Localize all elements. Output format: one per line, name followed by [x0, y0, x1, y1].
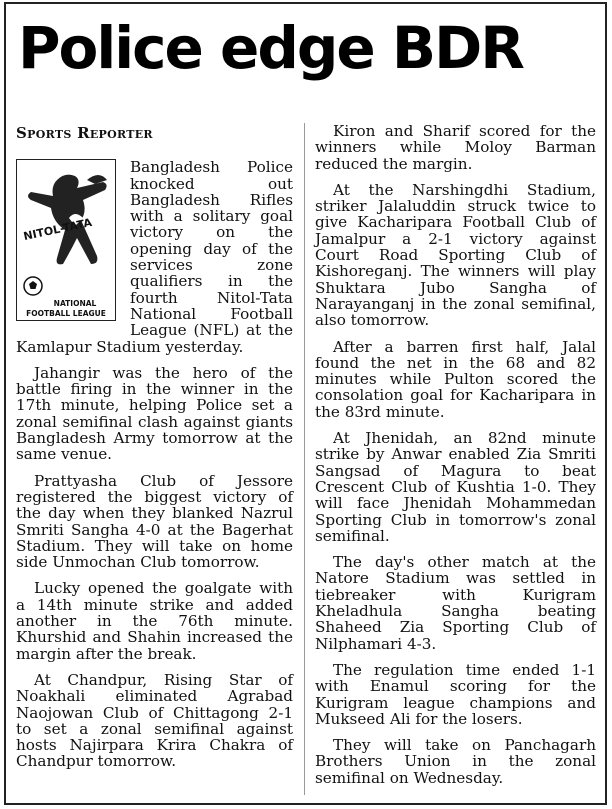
paragraph: Lucky opened the goalgate with a 14th minute strike and added another in the 76th minute. Khurshid and Shahin increased the margin after the break. [16, 579, 293, 663]
paragraph: At Chandpur, Rising Star of Noakhali eliminated Agrabad Naojowan Club of Chittagong 2-1 to set a zonal semifinal against hosts Najirpara Krira Chakra of Chandpur tomorrow. [16, 670, 293, 771]
paragraph: Prattyasha Club of Jessore registered the biggest victory of the day when they blanked Nazrul Smriti Sangha 4-0 at the Bagerhat Stadium. They will take on home side Unmochan Club tomorrow. [16, 471, 293, 572]
column-divider [304, 123, 305, 795]
nfl-logo [16, 159, 116, 321]
article-column-right [315, 123, 596, 796]
paragraph: At Jhenidah, an 82nd minute strike by Anwar enabled Zia Smriti Sangsad of Magura to beat Crescent Club of Kushtia 1-0. They will face Jhenidah Mohammedan Sporting Club in tomorrow's zonal semifinal. [315, 429, 596, 545]
football-icon [23, 276, 43, 296]
paragraph: At the Narshingdhi Stadium, striker Jalaluddin struck twice to give Kacharipara Football Club of Jamalpur a 2-1 victory against Court Road Sporting Club of Kishoreganj. The winners will play Shuktara Jubo Sangha of Narayanganj in the zonal semifinal, also tomorrow. [315, 180, 596, 330]
paragraph: Bangladesh Police knocked out Bangladesh Rifles with a solitary goal victory on the opening day of the services zone qualifiers in the fourth Nitol-Tata National Football League (NFL) at the Kamlapur Stadium yesterday. [16, 158, 293, 356]
paragraph: After a barren first half, Jalal found the net in the 68 and 82 minutes while Pulton scored the consolation goal for Kacharipara in the 83rd minute. [315, 337, 596, 421]
paragraph: They will take on Panchagarh Brothers Union in the zonal semifinal on Wednesday. [315, 736, 596, 787]
logo-brand-text: NITOL-TATA [22, 216, 94, 244]
logo-text-line1: NATIONAL [53, 299, 97, 309]
logo-text-line2: FOOTBALL LEAGUE [26, 309, 106, 319]
article-column-left [16, 123, 293, 780]
article-headline: Police edge BDR [18, 14, 523, 82]
paragraph: The regulation time ended 1-1 with Enamul scoring for the Kurigram league champions and Mukseed Ali for the losers. [315, 660, 596, 728]
paragraph: Kiron and Sharif scored for the winners while Moloy Barman reduced the margin. [315, 122, 596, 173]
byline: Sports Reporter [16, 124, 153, 142]
paragraph: The day's other match at the Natore Stadium was settled in tiebreaker with Kurigram Kheladhula Sangha beating Shaheed Zia Sporting Club of Nilphamari 4-3. [315, 553, 596, 653]
paragraph: Jahangir was the hero of the battle firing in the winner in the 17th minute, helping Police set a zonal semifinal clash against giants Bangladesh Army tomorrow at the same venue. [16, 363, 293, 464]
